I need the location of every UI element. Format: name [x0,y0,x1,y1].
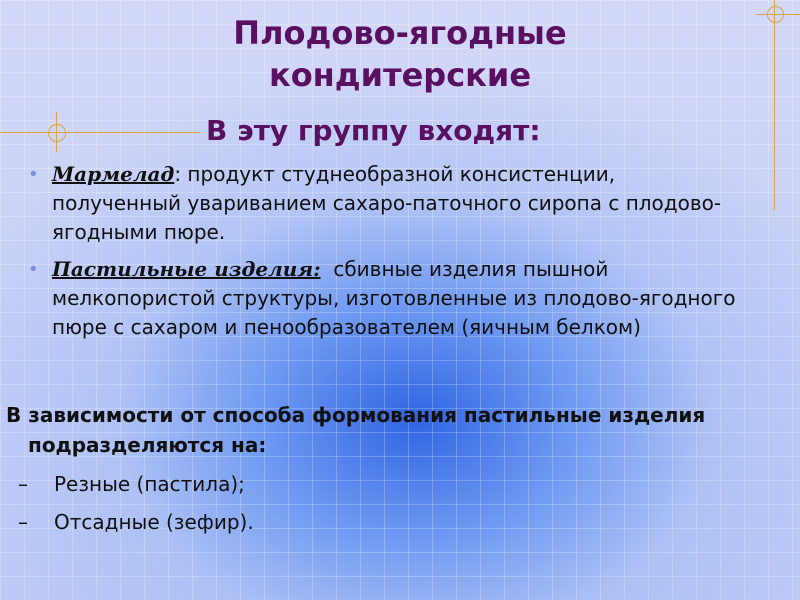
bullet-dot-icon: • [28,259,39,280]
decor-line-right-vertical [774,0,775,210]
definition-marmalade: продукт студнеобразной консистенции, полученный увариванием сахаро-паточного сиропа с плодово-ягодными пюре. [52,162,722,244]
decor-line-right [756,14,800,15]
type-cut: Резные (пастила); [54,472,245,496]
types-list [6,470,254,546]
slide-title [120,12,680,96]
definition-list [26,160,746,350]
list-item-piped-zefir [6,508,254,536]
type-piped: Отсадные (зефир). [54,510,254,534]
bullet-dot-icon: • [28,164,39,185]
slide-subtitle: В эту группу входят: [206,114,541,147]
dash-mark: – [18,510,28,534]
title-line-2: кондитерские [268,56,532,94]
term-pastila-products: Пастильные изделия: [52,257,321,281]
list-item-cut-pastila [6,470,254,498]
decor-line-left [0,132,200,133]
section-heading: В зависимости от способа формования пастильные изделия подразделяются на: [6,403,706,457]
definition-pastila-products: сбивные изделия пышной мелкопористой структуры, изготовленные из плодово-ягодного пюре с сахаром и пенообразователем (яичным белком) [52,257,742,339]
term-separator: : [174,162,182,186]
dash-mark: – [18,472,28,496]
decor-line-left-vertical [56,112,57,152]
list-item-marmalade [26,160,746,247]
title-line-1: Плодово-ягодные [233,14,567,52]
crosshair-circle-icon [767,6,784,23]
list-item-pastila-products [26,255,746,342]
term-marmalade: Мармелад [52,162,175,186]
crosshair-circle-icon [48,124,66,142]
